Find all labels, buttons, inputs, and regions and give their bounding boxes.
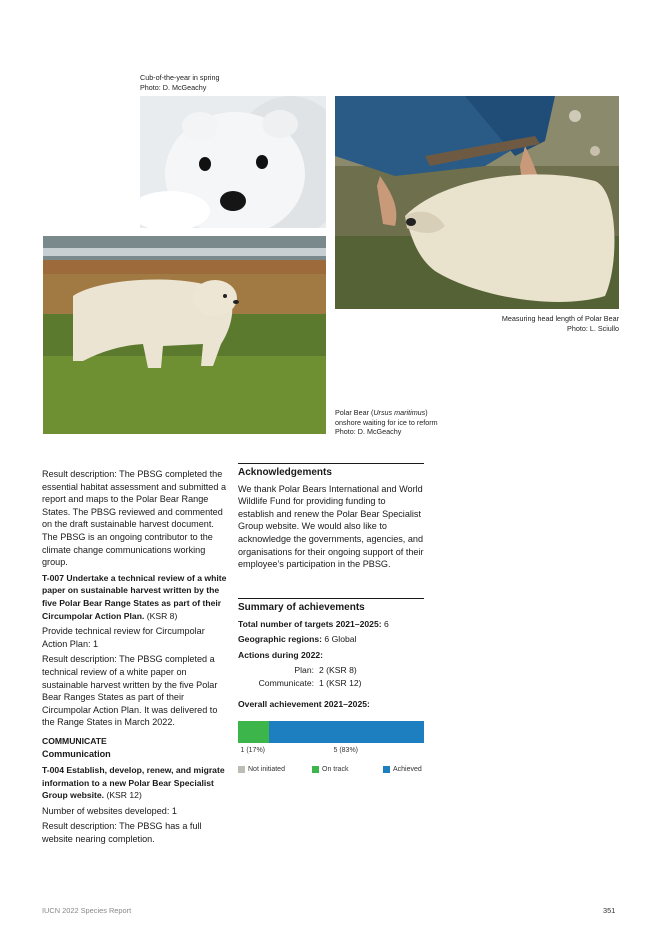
legend-label-on-track: On track [322, 766, 349, 773]
regions-label: Geographic regions: [238, 634, 323, 645]
legend-label-not-initiated: Not initiated [248, 766, 285, 773]
t004-title: T-004 Establish, develop, renew, and migrate information to a new Polar Bear Specialist Group website. [42, 765, 225, 801]
t007-action: Provide technical review for Circumpolar Action Plan: 1 [42, 626, 205, 649]
measuring-caption-line: Measuring head length of Polar Bear [501, 314, 619, 323]
label-on-track: 1 (17%) [240, 747, 266, 754]
achievement-chart [238, 721, 424, 777]
legend-label-achieved: Achieved [393, 766, 422, 773]
swatch-on-track [312, 766, 319, 773]
onshore-caption-species: Ursus maritimus [373, 408, 426, 417]
habitat-result: Result description: The PBSG completed the essential habitat assessment and submitted a report and maps to the Polar Bear Range States. The PBSG reviewed and commented on the draft sustainable harvest document. The PBSG is an ongoing contributor to the climate change communications working group. [42, 469, 227, 568]
plan-value: 2 (KSR 8) [319, 665, 357, 676]
regions-line [238, 633, 424, 646]
ack-heading: Acknowledgements [238, 467, 332, 478]
ack-text: We thank Polar Bears International and World Wildlife Fund for providing funding to establish and renew the Polar Bear Specialist Group website. We would also like to acknowledge the governments, agencies, and organisations for their ongoing support of their employee’s participation in the PBSG. [238, 483, 424, 570]
measuring-caption-credit: Photo: L. Sciullo [567, 323, 619, 333]
summary [238, 598, 424, 713]
targets-line [238, 618, 424, 631]
footer-report: IUCN 2022 Species Report [42, 906, 132, 915]
plan-line [238, 664, 424, 677]
targets-value: 6 [381, 618, 389, 629]
summary-rule [238, 598, 424, 710]
swatch-not-initiated [238, 766, 245, 773]
plan-label: Plan: [294, 665, 314, 676]
label-achieved: 5 (83%) [333, 747, 359, 754]
comm-label: Communicate: [258, 677, 314, 688]
onshore-caption-line1 [335, 408, 438, 418]
onshore-caption-line2: onshore waiting for ice to reform [335, 417, 438, 427]
target-t004 [42, 764, 228, 802]
overall-label: Overall achievement 2021–2025: [238, 698, 370, 709]
cub-caption [140, 73, 220, 92]
t007-title: T-007 Undertake a technical review of a white paper on sustainable harvest written by the five Polar Bear Range States as part of their Circumpolar Action Plan. [42, 572, 227, 621]
target-t007 [42, 572, 228, 622]
t007-result: Result description: The PBSG completed a technical review of a white paper on sustainable harvest written by the five Polar Bear Ranges States as part of their Circumpolar Action Plan. It was delivered to the Range States in March 2022. [42, 654, 218, 728]
comm-line [238, 677, 424, 690]
left-column [42, 468, 228, 849]
t004-result: Result description: The PBSG has a full website nearing completion. [42, 821, 202, 845]
t004-action: Number of websites developed: 1 [42, 805, 177, 816]
cub-photo [140, 96, 326, 228]
onshore-bear-photo [43, 236, 326, 434]
onshore-caption [335, 408, 438, 437]
ack-rule [238, 463, 424, 571]
regions-value: 6 Global [322, 634, 357, 645]
t007-ksr: (KSR 8) [144, 610, 178, 621]
cub-caption-credit: Photo: D. McGeachy [140, 82, 207, 92]
legend-on-track [312, 766, 348, 773]
targets-label: Total number of targets 2021–2025: [238, 618, 382, 629]
onshore-caption-suffix: ) [425, 408, 428, 417]
bar-achieved [269, 721, 424, 743]
communication-heading: Communication [42, 749, 111, 760]
actions-label: Actions during 2022: [238, 649, 323, 660]
communicate-caps: COMMUNICATE [42, 735, 107, 746]
comm-value: 1 (KSR 12) [319, 677, 362, 688]
measuring-caption [455, 314, 619, 333]
t004-ksr: (KSR 12) [104, 790, 142, 801]
onshore-caption-credit: Photo: D. McGeachy [335, 427, 402, 437]
cub-caption-line: Cub-of-the-year in spring [140, 73, 220, 82]
acknowledgements [238, 463, 424, 574]
measuring-photo [335, 96, 619, 309]
page-number: 351 [603, 906, 616, 915]
legend-not-initiated [238, 766, 285, 773]
swatch-achieved [383, 766, 390, 773]
onshore-caption-prefix: Polar Bear ( [335, 408, 374, 417]
bar-on-track [238, 721, 269, 743]
legend-achieved [383, 766, 422, 773]
summary-heading: Summary of achievements [238, 602, 365, 613]
